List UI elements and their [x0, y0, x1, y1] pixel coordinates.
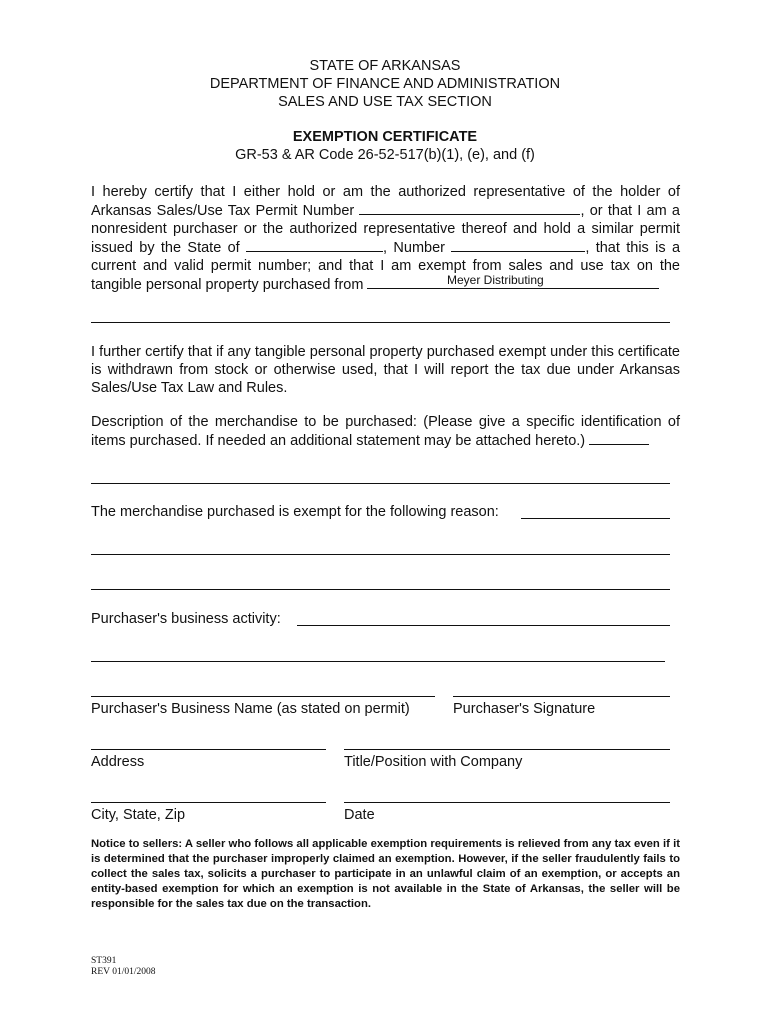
- description-field[interactable]: [589, 431, 649, 445]
- form-revision: REV 01/01/2008: [91, 967, 156, 977]
- address-line[interactable]: [91, 749, 326, 750]
- header-section: SALES AND USE TAX SECTION: [278, 94, 492, 110]
- para1-line6: tangible personal property purchased from: [91, 275, 680, 294]
- para1-line4: issued by the State of , Number , that this is a: [91, 240, 681, 256]
- title-position-label: Title/Position with Company: [344, 754, 523, 770]
- signature-line[interactable]: [453, 696, 670, 697]
- reason-field[interactable]: [521, 518, 670, 519]
- para1-line2: Arkansas Sales/Use Tax Permit Number , or that I am a: [91, 203, 680, 219]
- description-line1: Description of the merchandise to be purchased: (Please give a specific identification of: [91, 414, 680, 430]
- date-label: Date: [344, 807, 375, 823]
- withdrawal-paragraph: I further certify that if any tangible personal property purchased exempt under this certificate is withdrawn from stock or otherwise used, that I will report the tax due under Arkansas Sales/Use Tax Law and Rules.: [91, 344, 680, 396]
- description-line[interactable]: [91, 483, 670, 484]
- seller-name-value: Meyer Distributing: [447, 273, 544, 287]
- business-activity-line[interactable]: [91, 661, 665, 662]
- reason-line-2[interactable]: [91, 589, 670, 590]
- form-number: ST391: [91, 956, 117, 966]
- date-line[interactable]: [344, 802, 670, 803]
- para1-line3: nonresident purchaser or the authorized representative thereof and hold a similar permit: [91, 221, 680, 237]
- seller-continuation-line[interactable]: [91, 322, 670, 323]
- business-activity-label: Purchaser's business activity:: [91, 611, 281, 627]
- signature-label: Purchaser's Signature: [453, 701, 596, 717]
- description-line2: items purchased. If needed an additional statement may be attached hereto.): [91, 431, 680, 450]
- title-position-line[interactable]: [344, 749, 670, 750]
- certificate-subtitle: GR-53 & AR Code 26-52-517(b)(1), (e), and (f): [235, 147, 535, 163]
- address-label: Address: [91, 754, 145, 770]
- header-state: STATE OF ARKANSAS: [309, 58, 461, 74]
- business-name-label: Purchaser's Business Name (as stated on permit): [91, 701, 410, 717]
- permit-number-field[interactable]: [359, 201, 580, 215]
- header-department: DEPARTMENT OF FINANCE AND ADMINISTRATION: [209, 76, 561, 92]
- notice-to-sellers: Notice to sellers: A seller who follows all applicable exemption requirements is relieved from any tax even if it is determined that the purchaser improperly claimed an exemption. However, if the seller fraudulently fails to collect the sales tax, solicits a purchaser to participate in an unlawful claim of an exemption, or accepts an entity-based exemption for which an exemption is not available in the State of Arkansas, the seller will be responsible for the sales tax due on the transaction.: [91, 838, 680, 910]
- business-activity-field[interactable]: [297, 625, 670, 626]
- description-paragraph: [91, 413, 680, 450]
- business-name-line[interactable]: [91, 696, 435, 697]
- reason-label: The merchandise purchased is exempt for the following reason:: [91, 504, 499, 520]
- issuing-state-field[interactable]: [246, 238, 383, 252]
- similar-permit-number-field[interactable]: [451, 238, 585, 252]
- certification-paragraph: [91, 183, 680, 294]
- reason-line-1[interactable]: [91, 554, 670, 555]
- para1-line5: current and valid permit number; and that I am exempt from sales and use tax on the: [91, 258, 680, 274]
- city-state-zip-line[interactable]: [91, 802, 326, 803]
- para1-line1: I hereby certify that I either hold or am the authorized representative of the holder of: [91, 184, 680, 200]
- certificate-title: EXEMPTION CERTIFICATE: [292, 129, 478, 145]
- city-state-zip-label: City, State, Zip: [91, 807, 186, 823]
